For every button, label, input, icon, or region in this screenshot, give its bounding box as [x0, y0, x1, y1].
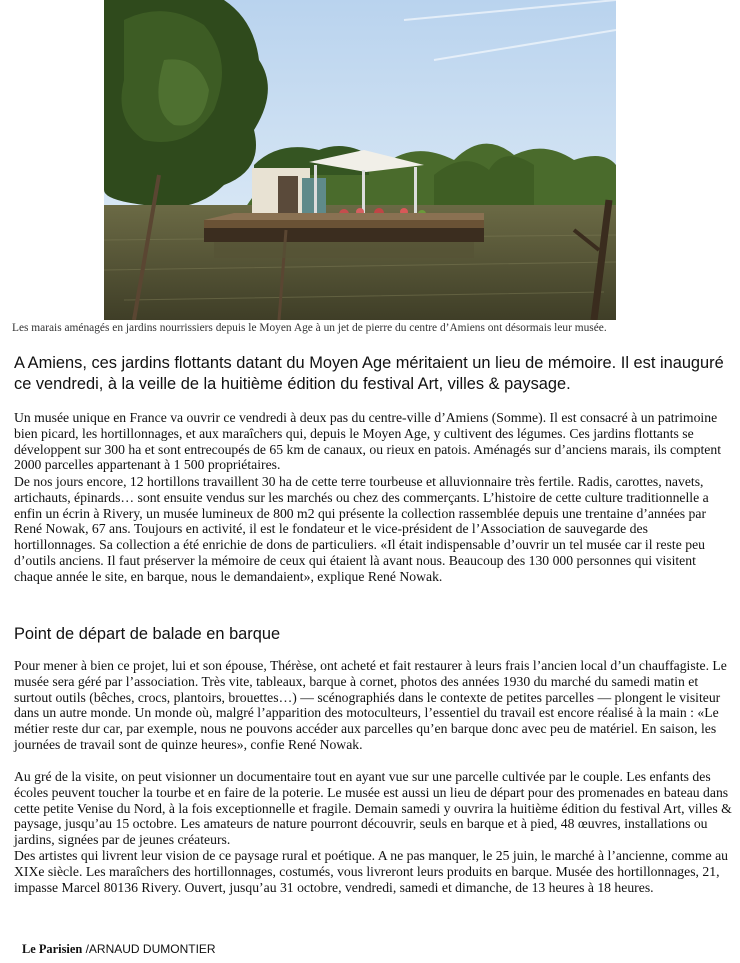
paragraph-1: Un musée unique en France va ouvrir ce vendredi à deux pas du centre-ville d’Amiens (Somme). Il est consacré à un patrimoine bien picard, les hortillonnages, et aux maraîchers qui, depuis le Moyen Age, y cultivent des légumes. Ces jardins flottants se développent sur 300 ha et sont entrecoupés de 65 km de canaux, ou rieux en patois. Aménagés sur d’anciens marais, ils comptent 2000 parcelles appartenant à 1 500 propriétaires.: [14, 410, 721, 473]
paragraph-2: De nos jours encore, 12 hortillons travaillent 30 ha de cette terre tourbeuse et alluvionnaire très fertile. Radis, carottes, navets, artichauts, épinards… sont ensuite vendus sur les marchés ou chez des commerçants. L’histoire de cette culture traditionnelle a enfin un écrin à Rivery, un musée lumineux de 800 m2 qui présente la collection rassemblée depuis une trentaine d’années par René Nowak, 67 ans. Toujours en activité, il est le fondateur et le vice-président de l’Association de sauvegarde des hortillonnages. Sa collection a été enrichie de dons de particuliers. «Il était indispensable d’ouvrir un tel musée car il reste peu d’outils anciens. Il faut préserver la mémoire de ceux qui étaient là avant nous. Beaucoup des 130 000 personnes qui visitent chaque année le site, en barque, nous le demandaient», explique René Nowak.: [14, 474, 709, 584]
article-lead: A Amiens, ces jardins flottants datant du Moyen Age méritaient un lieu de mémoire. Il est inauguré ce vendredi, à la veille de la huitième édition du festival Art, villes & paysage.: [14, 354, 724, 393]
credit-source: Le Parisien: [22, 942, 83, 956]
credit-author: /ARNAUD DUMONTIER: [82, 942, 216, 956]
article-photo: [104, 0, 616, 320]
paragraph-5: Des artistes qui livrent leur vision de ce paysage rural et poétique. A ne pas manquer, le 25 juin, le marché à l’ancienne, comme au XIXe siècle. Les maraîchers des hortillonnages, costumés, vous livreront leurs produits en barque. Musée des hortillonnages, 21, impasse Marcel 80136 Rivery. Ouvert, jusqu’au 31 octobre, vendredi, samedi et dimanche, de 13 heures à 18 heures.: [14, 848, 728, 895]
photo-caption: Les marais aménagés en jardins nourrissiers depuis le Moyen Age à un jet de pierre du centre d’Amiens ont désormais leur musée.: [12, 322, 607, 334]
section-subheading: Point de départ de balade en barque: [14, 625, 281, 643]
paragraph-4: Au gré de la visite, on peut visionner un documentaire tout en ayant vue sur une parcelle cultivée par le couple. Les enfants des écoles peuvent toucher la tourbe et en faire de la poterie. Le musée est aussi un lieu de départ pour des promenades en bateau dans cette petite Venise du Nord, à la fois exceptionnelle et fragile. Demain samedi y ouvrira la huitième édition du festival Art, villes & paysage, jusqu’au 15 octobre. Les amateurs de nature pourront découvrir, seuls en barque et à pied, 48 œuvres, installations ou jardins, signées par de jeunes créateurs.: [14, 769, 732, 848]
floating-garden-photo: [104, 0, 616, 320]
paragraph-3: Pour mener à bien ce projet, lui et son épouse, Thérèse, ont acheté et fait restaurer à leurs frais l’ancien local d’un chauffagiste. Le musée sera géré par l’association. Très vite, tableaux, barque à cornet, photos des années 1930 du marché du samedi matin et surtout outils (bêches, crocs, plantoirs, brouettes…) — scénographiés dans le contexte de petites parcelles — plongent le visiteur dans un autre monde. Un monde où, malgré l’apparition des motoculteurs, l’essentiel du travail est encore réalisé à la main : «Le métier reste dur car, par exemple, nous ne pouvons accéder aux parcelles qu’en barque donc avec peu de matériel. En saison, les journées de travail sont de quinze heures», confie René Nowak.: [14, 658, 727, 752]
photo-credit: [22, 942, 216, 957]
